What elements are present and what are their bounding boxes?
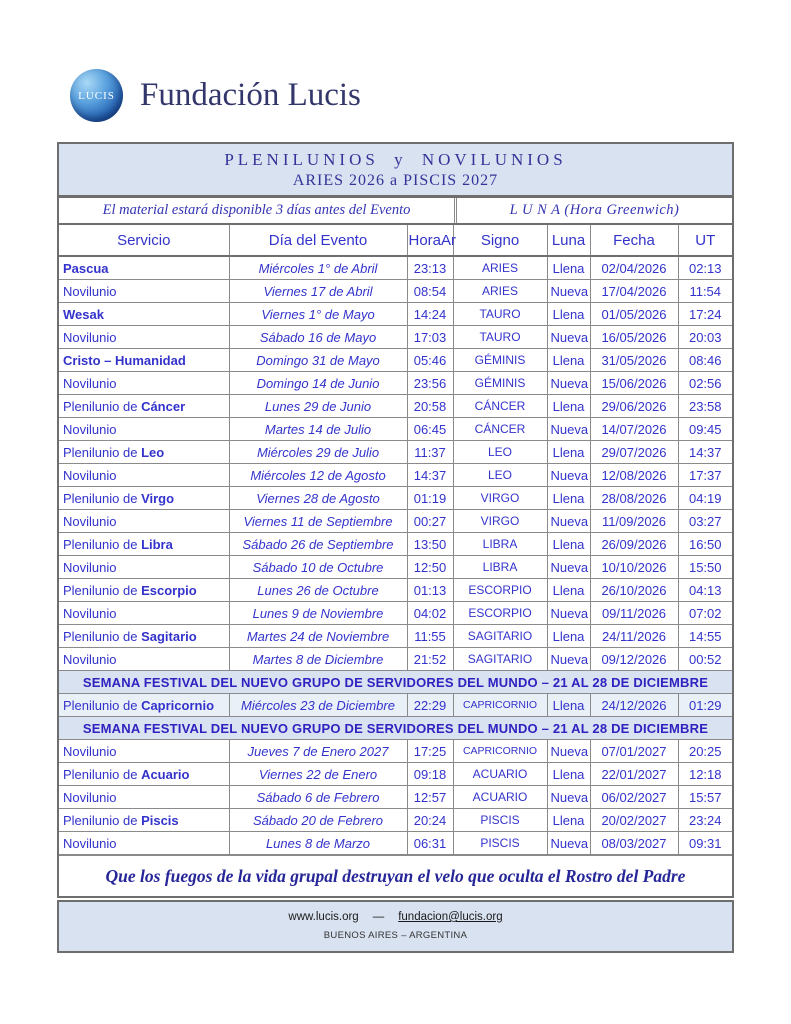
lucis-logo-icon — [70, 69, 123, 122]
fecha-cell: 01/05/2026 — [590, 303, 678, 326]
event-day-cell: Viernes 17 de Abril — [229, 280, 407, 303]
ut-cell: 23:24 — [678, 809, 732, 832]
event-row — [59, 464, 732, 487]
signo-cell: LIBRA — [453, 556, 547, 579]
luna-phase-cell: Nueva — [547, 602, 590, 625]
event-row — [59, 256, 732, 280]
ut-cell: 03:27 — [678, 510, 732, 533]
hora-ar-cell: 14:37 — [407, 464, 453, 487]
fecha-cell: 09/12/2026 — [590, 648, 678, 671]
signo-cell: CAPRICORNIO — [453, 694, 547, 717]
fecha-cell: 20/02/2027 — [590, 809, 678, 832]
ut-cell: 01:29 — [678, 694, 732, 717]
ut-cell: 23:58 — [678, 395, 732, 418]
hora-ar-cell: 22:29 — [407, 694, 453, 717]
event-day-cell: Sábado 6 de Febrero — [229, 786, 407, 809]
event-row — [59, 441, 732, 464]
fecha-cell: 11/09/2026 — [590, 510, 678, 533]
table-subtitle: ARIES 2026 a PISCIS 2027 — [292, 172, 499, 189]
luna-phase-cell: Llena — [547, 694, 590, 717]
hora-ar-cell: 05:46 — [407, 349, 453, 372]
event-row — [59, 326, 732, 349]
event-row — [59, 349, 732, 372]
event-day-cell: Martes 8 de Diciembre — [229, 648, 407, 671]
ut-cell: 14:37 — [678, 441, 732, 464]
hora-ar-cell: 01:19 — [407, 487, 453, 510]
event-row — [59, 510, 732, 533]
event-row — [59, 763, 732, 786]
signo-cell: LIBRA — [453, 533, 547, 556]
events-table — [59, 225, 732, 855]
hora-ar-cell: 09:18 — [407, 763, 453, 786]
service-cell: Novilunio — [59, 510, 229, 533]
service-cell: Plenilunio de Leo — [59, 441, 229, 464]
event-day-cell: Jueves 7 de Enero 2027 — [229, 740, 407, 763]
festival-banner-row — [59, 671, 732, 694]
hora-ar-cell: 01:13 — [407, 579, 453, 602]
signo-cell: CAPRICORNIO — [453, 740, 547, 763]
service-cell: Plenilunio de Sagitario — [59, 625, 229, 648]
festival-banner-text: SEMANA FESTIVAL DEL NUEVO GRUPO DE SERVIDORES DEL MUNDO – 21 AL 28 DE DICIEMBRE — [59, 671, 732, 694]
column-header-horaar: HoraAr — [407, 225, 453, 256]
footer-separator: — — [372, 911, 385, 923]
fecha-cell: 12/08/2026 — [590, 464, 678, 487]
luna-phase-cell: Llena — [547, 256, 590, 280]
service-cell: Wesak — [59, 303, 229, 326]
festival-banner-row — [59, 717, 732, 740]
signo-cell: ESCORPIO — [453, 602, 547, 625]
signo-cell: GÉMINIS — [453, 372, 547, 395]
fecha-cell: 06/02/2027 — [590, 786, 678, 809]
lunar-table — [57, 142, 734, 898]
hora-ar-cell: 11:55 — [407, 625, 453, 648]
event-row — [59, 809, 732, 832]
event-day-cell: Sábado 20 de Febrero — [229, 809, 407, 832]
signo-cell: SAGITARIO — [453, 625, 547, 648]
column-header-fecha: Fecha — [590, 225, 678, 256]
event-row — [59, 303, 732, 326]
hora-ar-cell: 12:50 — [407, 556, 453, 579]
service-cell: Plenilunio de Capricornio — [59, 694, 229, 717]
festival-banner-text: SEMANA FESTIVAL DEL NUEVO GRUPO DE SERVIDORES DEL MUNDO – 21 AL 28 DE DICIEMBRE — [59, 717, 732, 740]
luna-phase-cell: Llena — [547, 579, 590, 602]
fecha-cell: 24/12/2026 — [590, 694, 678, 717]
event-day-cell: Miércoles 29 de Julio — [229, 441, 407, 464]
closing-quote: Que los fuegos de la vida grupal destruyan el velo que oculta el Rostro del Padre — [59, 855, 732, 896]
ut-cell: 16:50 — [678, 533, 732, 556]
fecha-cell: 02/04/2026 — [590, 256, 678, 280]
table-title: PLENILUNIOS y NOVILUNIOS — [224, 150, 567, 169]
service-cell: Novilunio — [59, 326, 229, 349]
signo-cell: ESCORPIO — [453, 579, 547, 602]
hora-ar-cell: 12:57 — [407, 786, 453, 809]
signo-cell: PISCIS — [453, 809, 547, 832]
service-cell: Novilunio — [59, 372, 229, 395]
signo-cell: CÁNCER — [453, 418, 547, 441]
website-text: www.lucis.org — [288, 911, 359, 923]
service-cell: Novilunio — [59, 648, 229, 671]
service-cell: Novilunio — [59, 786, 229, 809]
ut-cell: 11:54 — [678, 280, 732, 303]
event-row — [59, 832, 732, 855]
fecha-cell: 29/07/2026 — [590, 441, 678, 464]
ut-cell: 12:18 — [678, 763, 732, 786]
event-row — [59, 372, 732, 395]
signo-cell: TAURO — [453, 326, 547, 349]
event-row — [59, 740, 732, 763]
luna-phase-cell: Nueva — [547, 464, 590, 487]
event-day-cell: Lunes 8 de Marzo — [229, 832, 407, 855]
hora-ar-cell: 21:52 — [407, 648, 453, 671]
hora-ar-cell: 23:56 — [407, 372, 453, 395]
event-day-cell: Miércoles 12 de Agosto — [229, 464, 407, 487]
ut-cell: 14:55 — [678, 625, 732, 648]
logo-text: LUCIS — [78, 89, 115, 102]
signo-cell: VIRGO — [453, 510, 547, 533]
luna-phase-cell: Llena — [547, 809, 590, 832]
fecha-cell: 29/06/2026 — [590, 395, 678, 418]
event-day-cell: Martes 24 de Noviembre — [229, 625, 407, 648]
signo-cell: VIRGO — [453, 487, 547, 510]
event-day-cell: Lunes 29 de Junio — [229, 395, 407, 418]
footer-contact-line — [59, 911, 732, 923]
event-row — [59, 602, 732, 625]
event-row — [59, 579, 732, 602]
event-row — [59, 487, 732, 510]
fecha-cell: 31/05/2026 — [590, 349, 678, 372]
note-row — [59, 198, 732, 225]
signo-cell: LEO — [453, 441, 547, 464]
luna-greenwich-note: L U N A (Hora Greenwich) — [454, 198, 732, 223]
signo-cell: ARIES — [453, 256, 547, 280]
signo-cell: TAURO — [453, 303, 547, 326]
table-title-block — [59, 144, 732, 198]
material-note: El material estará disponible 3 días antes del Evento — [102, 202, 411, 218]
hora-ar-cell: 08:54 — [407, 280, 453, 303]
lunar-calendar-sheet — [57, 142, 734, 953]
ut-cell: 17:24 — [678, 303, 732, 326]
ut-cell: 08:46 — [678, 349, 732, 372]
hora-ar-cell: 14:24 — [407, 303, 453, 326]
table-header-row — [59, 225, 732, 256]
ut-cell: 15:57 — [678, 786, 732, 809]
ut-cell: 20:03 — [678, 326, 732, 349]
event-row — [59, 418, 732, 441]
fecha-cell: 24/11/2026 — [590, 625, 678, 648]
column-header-ut: UT — [678, 225, 732, 256]
luna-phase-cell: Nueva — [547, 786, 590, 809]
signo-cell: GÉMINIS — [453, 349, 547, 372]
event-day-cell: Sábado 10 de Octubre — [229, 556, 407, 579]
luna-phase-cell: Nueva — [547, 280, 590, 303]
signo-cell: CÁNCER — [453, 395, 547, 418]
event-row — [59, 625, 732, 648]
service-cell: Novilunio — [59, 602, 229, 625]
service-cell: Pascua — [59, 256, 229, 280]
fecha-cell: 15/06/2026 — [590, 372, 678, 395]
ut-cell: 02:13 — [678, 256, 732, 280]
column-header-signo: Signo — [453, 225, 547, 256]
event-row — [59, 280, 732, 303]
service-cell: Plenilunio de Virgo — [59, 487, 229, 510]
luna-phase-cell: Llena — [547, 441, 590, 464]
email-link[interactable]: fundacion@lucis.org — [398, 911, 503, 923]
fecha-cell: 08/03/2027 — [590, 832, 678, 855]
service-cell: Novilunio — [59, 832, 229, 855]
ut-cell: 04:13 — [678, 579, 732, 602]
hora-ar-cell: 20:24 — [407, 809, 453, 832]
signo-cell: LEO — [453, 464, 547, 487]
ut-cell: 09:45 — [678, 418, 732, 441]
footer-box — [57, 900, 734, 953]
ut-cell: 20:25 — [678, 740, 732, 763]
event-row — [59, 395, 732, 418]
event-day-cell: Miércoles 23 de Diciembre — [229, 694, 407, 717]
fecha-cell: 14/07/2026 — [590, 418, 678, 441]
signo-cell: ACUARIO — [453, 786, 547, 809]
service-cell: Plenilunio de Acuario — [59, 763, 229, 786]
brand-header — [70, 69, 361, 122]
hora-ar-cell: 17:25 — [407, 740, 453, 763]
ut-cell: 15:50 — [678, 556, 732, 579]
service-cell: Novilunio — [59, 280, 229, 303]
luna-phase-cell: Llena — [547, 533, 590, 556]
hora-ar-cell: 23:13 — [407, 256, 453, 280]
event-day-cell: Lunes 9 de Noviembre — [229, 602, 407, 625]
ut-cell: 02:56 — [678, 372, 732, 395]
fecha-cell: 07/01/2027 — [590, 740, 678, 763]
hora-ar-cell: 17:03 — [407, 326, 453, 349]
column-header-luna: Luna — [547, 225, 590, 256]
event-day-cell: Viernes 11 de Septiembre — [229, 510, 407, 533]
luna-phase-cell: Nueva — [547, 510, 590, 533]
luna-phase-cell: Llena — [547, 625, 590, 648]
service-cell: Plenilunio de Libra — [59, 533, 229, 556]
event-day-cell: Martes 14 de Julio — [229, 418, 407, 441]
luna-phase-cell: Llena — [547, 303, 590, 326]
luna-phase-cell: Nueva — [547, 556, 590, 579]
luna-phase-cell: Nueva — [547, 326, 590, 349]
luna-phase-cell: Nueva — [547, 832, 590, 855]
luna-phase-cell: Nueva — [547, 740, 590, 763]
fecha-cell: 16/05/2026 — [590, 326, 678, 349]
service-cell: Plenilunio de Cáncer — [59, 395, 229, 418]
luna-phase-cell: Llena — [547, 395, 590, 418]
event-day-cell: Viernes 22 de Enero — [229, 763, 407, 786]
event-day-cell: Domingo 31 de Mayo — [229, 349, 407, 372]
service-cell: Novilunio — [59, 740, 229, 763]
fecha-cell: 26/09/2026 — [590, 533, 678, 556]
hora-ar-cell: 04:02 — [407, 602, 453, 625]
service-cell: Cristo – Humanidad — [59, 349, 229, 372]
event-day-cell: Viernes 28 de Agosto — [229, 487, 407, 510]
event-row — [59, 694, 732, 717]
service-cell: Novilunio — [59, 464, 229, 487]
signo-cell: SAGITARIO — [453, 648, 547, 671]
luna-phase-cell: Llena — [547, 763, 590, 786]
org-name: Fundación Lucis — [140, 77, 361, 113]
fecha-cell: 09/11/2026 — [590, 602, 678, 625]
hora-ar-cell: 06:31 — [407, 832, 453, 855]
service-cell: Novilunio — [59, 556, 229, 579]
fecha-cell: 28/08/2026 — [590, 487, 678, 510]
luna-phase-cell: Llena — [547, 487, 590, 510]
hora-ar-cell: 00:27 — [407, 510, 453, 533]
signo-cell: PISCIS — [453, 832, 547, 855]
event-day-cell: Sábado 26 de Septiembre — [229, 533, 407, 556]
service-cell: Novilunio — [59, 418, 229, 441]
fecha-cell: 26/10/2026 — [590, 579, 678, 602]
fecha-cell: 22/01/2027 — [590, 763, 678, 786]
service-cell: Plenilunio de Piscis — [59, 809, 229, 832]
event-day-cell: Viernes 1° de Mayo — [229, 303, 407, 326]
signo-cell: ACUARIO — [453, 763, 547, 786]
ut-cell: 17:37 — [678, 464, 732, 487]
column-header-servicio: Servicio — [59, 225, 229, 256]
event-row — [59, 533, 732, 556]
ut-cell: 00:52 — [678, 648, 732, 671]
luna-phase-cell: Llena — [547, 349, 590, 372]
fecha-cell: 17/04/2026 — [590, 280, 678, 303]
event-row — [59, 786, 732, 809]
ut-cell: 04:19 — [678, 487, 732, 510]
column-header-d-a-del-evento: Día del Evento — [229, 225, 407, 256]
service-cell: Plenilunio de Escorpio — [59, 579, 229, 602]
event-row — [59, 556, 732, 579]
luna-phase-cell: Nueva — [547, 648, 590, 671]
signo-cell: ARIES — [453, 280, 547, 303]
event-day-cell: Miércoles 1° de Abril — [229, 256, 407, 280]
hora-ar-cell: 13:50 — [407, 533, 453, 556]
footer-location: BUENOS AIRES – ARGENTINA — [323, 930, 468, 941]
event-row — [59, 648, 732, 671]
hora-ar-cell: 06:45 — [407, 418, 453, 441]
event-day-cell: Lunes 26 de Octubre — [229, 579, 407, 602]
event-day-cell: Domingo 14 de Junio — [229, 372, 407, 395]
ut-cell: 09:31 — [678, 832, 732, 855]
ut-cell: 07:02 — [678, 602, 732, 625]
hora-ar-cell: 11:37 — [407, 441, 453, 464]
luna-phase-cell: Nueva — [547, 418, 590, 441]
event-day-cell: Sábado 16 de Mayo — [229, 326, 407, 349]
luna-phase-cell: Nueva — [547, 372, 590, 395]
fecha-cell: 10/10/2026 — [590, 556, 678, 579]
hora-ar-cell: 20:58 — [407, 395, 453, 418]
